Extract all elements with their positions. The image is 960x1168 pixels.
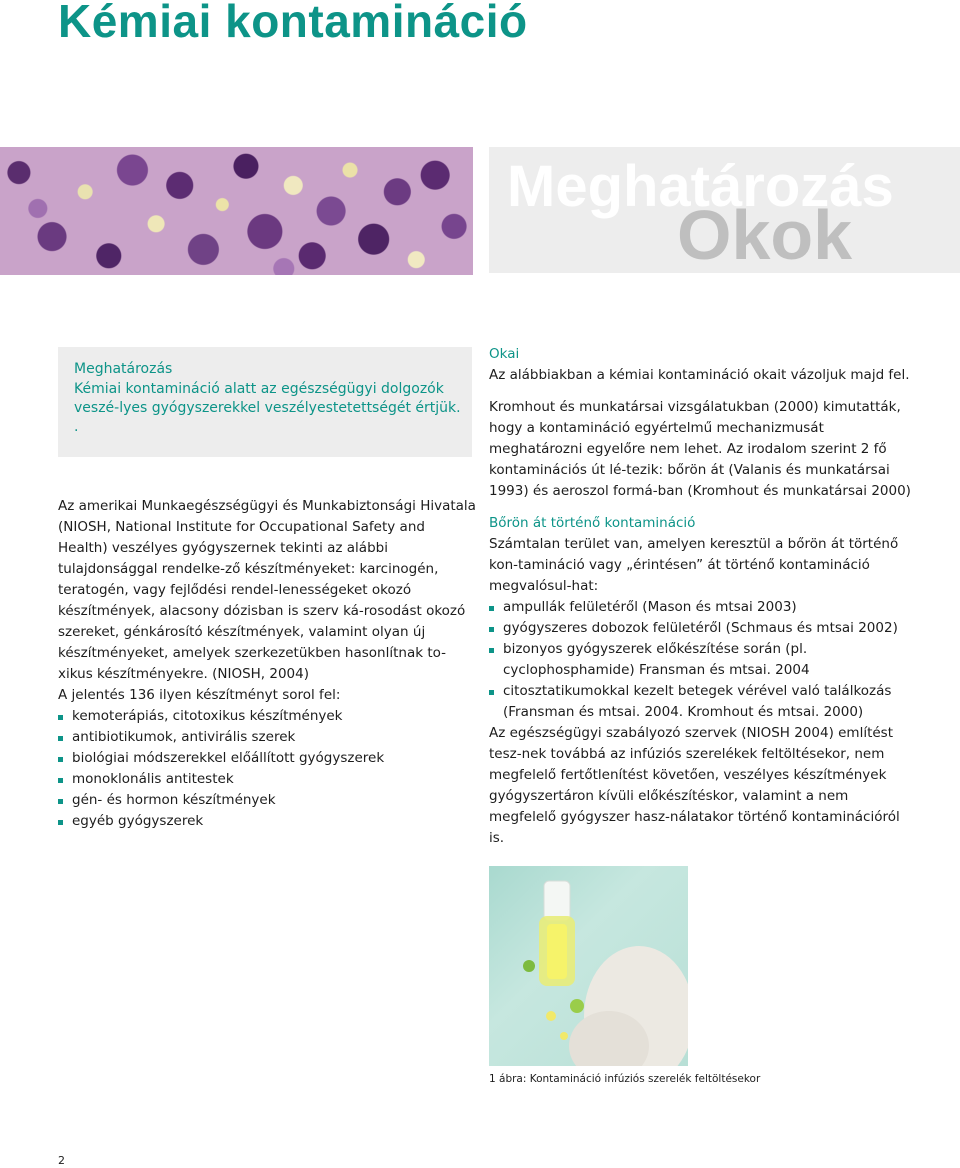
regulators-paragraph: Az egészségügyi szabályozó szervek (NIOSH 2004) említést tesz-nek továbbá az infúziós szerelékek feltöltésekor, nem megfelelő fertőtlenítést követően, veszélyes készítmények gyógyszertáron kívüli előkészítéskor, valamint a nem megfelelő gyógyszer hasz-nálatakor történő kontaminációról is. bbox=[489, 725, 900, 846]
skin-contamination-list bbox=[489, 597, 913, 723]
left-column bbox=[58, 496, 478, 832]
syringe-illustration bbox=[489, 866, 688, 1066]
figure-caption: 1 ábra: Kontamináció infúziós szerelék feltöltésekor bbox=[489, 1073, 761, 1085]
okai-heading: Okai bbox=[489, 346, 520, 362]
drug-category-list bbox=[58, 706, 478, 832]
list-item: gyógyszeres dobozok felületéről (Schmaus és mtsai 2002) bbox=[489, 618, 913, 639]
right-column bbox=[489, 344, 913, 849]
hero-banner bbox=[489, 147, 960, 273]
list-item: ampullák felületéről (Mason és mtsai 2003) bbox=[489, 597, 913, 618]
definition-box bbox=[58, 347, 472, 457]
niosh-paragraph: Az amerikai Munkaegészségügyi és Munkabiztonsági Hivatala (NIOSH, National Institute for Occupational Safety and Health) veszélyes gyógyszernek tekinti az alábbi tulajdonsággal rendelke-ző készítményeket: karcinogén, teratogén, vagy fejlődési rendel-lenességeket okozó készítmények, alacsony dózisban is szerv ká-rosodást okozó szereket, génkárosító készítmények, valamint olyan új készítményeket, amelyek szerkezetükben hasonlítnak to-xikus készítményekre. (NIOSH, 2004) bbox=[58, 498, 476, 682]
page-title: Kémiai kontamináció bbox=[58, 0, 528, 47]
skin-contamination-intro: Számtalan terület van, amelyen keresztül a bőrön át történő kon-tamináció vagy „érintésen” át történő kontamináció megvalósul-hat: bbox=[489, 536, 899, 594]
okai-intro: Az alábbiakban a kémiai kontamináció okait vázoljuk majd fel. bbox=[489, 367, 910, 383]
list-item: citosztatikumokkal kezelt betegek vérével való találkozás (Fransman és mtsai. 2004. Kromhout és mtsai. 2000) bbox=[489, 681, 913, 723]
list-intro: A jelentés 136 ilyen készítményt sorol fel: bbox=[58, 687, 341, 703]
skin-contamination-heading: Bőrön át történő kontamináció bbox=[489, 515, 696, 531]
infusion-set-photo bbox=[489, 866, 688, 1066]
kromhout-paragraph: Kromhout és munkatársai vizsgálatukban (2000) kimutatták, hogy a kontamináció egyértelmű mechanizmusát meghatározni egyelőre nem lehet. Az irodalom szerint 2 fő kontaminációs út lé-tezik: bőrön át (Valanis és munkatársai 1993) és aeroszol formá-ban (Kromhout és munkatársai 2000) bbox=[489, 399, 911, 499]
list-item: bizonyos gyógyszerek előkészítése során (pl. cyclophosphamide) Fransman és mtsai. 2004 bbox=[489, 639, 913, 681]
list-item: kemoterápiás, citotoxikus készítmények bbox=[58, 706, 478, 727]
definition-body: Kémiai kontamináció alatt az egészségügyi dolgozók veszé-lyes gyógyszerekkel veszélyestetettségét értjük. bbox=[74, 381, 461, 416]
list-item: gén- és hormon készítmények bbox=[58, 790, 478, 811]
list-item: antibiotikumok, antivirális szerek bbox=[58, 727, 478, 748]
list-item: monoklonális antitestek bbox=[58, 769, 478, 790]
definition-heading: Meghatározás bbox=[74, 361, 173, 377]
hero-line-1: Meghatározás bbox=[507, 154, 894, 219]
hero-line-2: Okok bbox=[677, 196, 853, 273]
page-number: 2 bbox=[58, 1154, 65, 1167]
list-item: egyéb gyógyszerek bbox=[58, 811, 478, 832]
list-item: biológiai módszerekkel előállított gyógyszerek bbox=[58, 748, 478, 769]
microscopy-image bbox=[0, 147, 473, 275]
definition-dot: . bbox=[74, 419, 79, 435]
definition-text bbox=[74, 380, 464, 437]
